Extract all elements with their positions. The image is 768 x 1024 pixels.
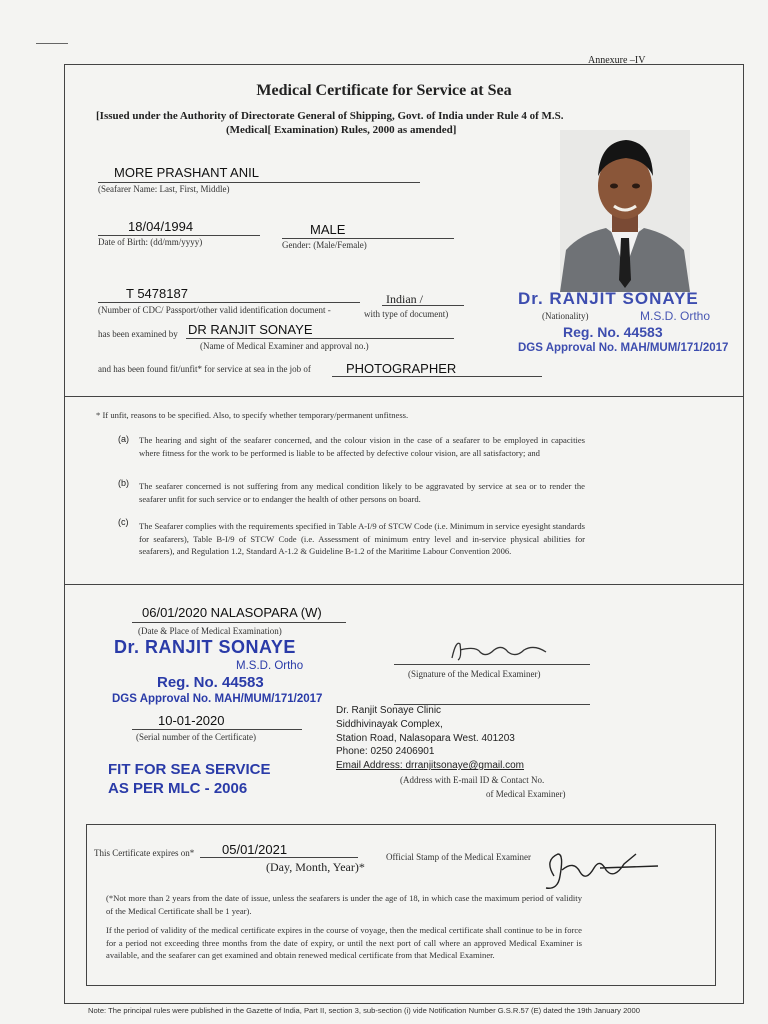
clause-b-marker: (b) xyxy=(118,478,129,488)
exam-date-underline xyxy=(132,622,346,623)
dob-underline xyxy=(98,235,260,236)
clinic-label2: of Medical Examiner) xyxy=(486,789,566,799)
clinic-label1: (Address with E-mail ID & Contact No. xyxy=(400,775,545,785)
stamp-top-reg: Reg. No. 44583 xyxy=(563,324,663,340)
clause-c-marker: (c) xyxy=(118,517,129,527)
clinic-email: Email Address: drranjitsonaye@gmail.com xyxy=(336,760,525,771)
stamp-top-qual: M.S.D. Ortho xyxy=(640,309,711,323)
expiry-prefix: This Certificate expires on* xyxy=(94,848,195,858)
seafarer-name: MORE PRASHANT ANIL xyxy=(114,165,259,180)
examiner-signature xyxy=(446,636,556,671)
gender-label: Gender: (Male/Female) xyxy=(282,240,367,250)
examiner-underline xyxy=(186,338,454,339)
job-underline xyxy=(332,376,542,377)
validity-note: (*Not more than 2 years from the date of issue, unless the seafarers is under the age of 18, in which case the maximum period of validity of the Medical Certificate shall be 1 year). xyxy=(106,893,582,916)
clinic-line3: Station Road, Nalasopara West. 401203 xyxy=(336,733,515,744)
clinic-phone: Phone: 0250 2406901 xyxy=(336,746,435,757)
exam-date-place-label: (Date & Place of Medical Examination) xyxy=(138,626,282,636)
expiry-date: 05/01/2021 xyxy=(222,842,288,857)
stamp-top-dgs: DGS Approval No. MAH/MUM/171/2017 xyxy=(518,342,729,354)
stamp-top-name: Dr. RANJIT SONAYE xyxy=(518,289,699,308)
serial-label: (Serial number of the Certificate) xyxy=(136,732,256,742)
subtitle-line2: (Medical[ Examination) Rules, 2000 as amended] xyxy=(226,124,457,136)
fit-stamp-line2: AS PER MLC - 2006 xyxy=(108,780,248,797)
footer-note: Note: The principal rules were published in the Gazette of India, Part II, section 3, sub-section (i) vide Notification Number G.S.R.57 (E) dated the 19th January 2000 xyxy=(88,1006,640,1015)
document-label: (Number of CDC/ Passport/other valid identification document - xyxy=(98,305,331,315)
signature-underline xyxy=(394,664,590,665)
certificate-title: Medical Certificate for Service at Sea xyxy=(256,82,512,99)
examined-prefix: has been examined by xyxy=(98,329,178,339)
job-value: PHOTOGRAPHER xyxy=(346,361,457,376)
nationality-underline xyxy=(382,305,464,306)
dob-value: 18/04/1994 xyxy=(128,219,194,234)
annexure-label: Annexure –IV xyxy=(588,55,646,66)
unfit-note: * If unfit, reasons to be specified. Also, to specify whether temporary/permanent unfitness. xyxy=(96,410,409,420)
nationality-label: (Nationality) xyxy=(542,311,589,321)
examiner-name: DR RANJIT SONAYE xyxy=(188,322,313,337)
signature-label: (Signature of the Medical Examiner) xyxy=(408,669,541,679)
exam-date-place: 06/01/2020 NALASOPARA (W) xyxy=(142,605,322,620)
divider-2 xyxy=(64,584,744,585)
stamp-mid-name: Dr. RANJIT SONAYE xyxy=(114,637,296,657)
name-label: (Seafarer Name: Last, First, Middle) xyxy=(98,184,230,194)
stamp-mid-reg: Reg. No. 44583 xyxy=(157,674,264,691)
scan-mark xyxy=(36,43,68,44)
fit-stamp-line1: FIT FOR SEA SERVICE xyxy=(108,761,271,778)
divider-1 xyxy=(64,396,744,397)
stamp-mid-qual: M.S.D. Ortho xyxy=(236,660,304,672)
gender-underline xyxy=(282,238,454,239)
document-underline xyxy=(98,302,360,303)
gender-value: MALE xyxy=(310,222,346,237)
clinic-line1: Dr. Ranjit Sonaye Clinic xyxy=(336,705,442,716)
serial-number: 10-01-2020 xyxy=(158,713,225,728)
clinic-line2: Siddhivinayak Complex, xyxy=(336,719,443,730)
dob-label: Date of Birth: (dd/mm/yyyy) xyxy=(98,237,203,247)
clause-a-marker: (a) xyxy=(118,434,129,444)
seafarer-photo xyxy=(560,130,690,292)
document-type-label: with type of document) xyxy=(364,309,449,319)
clause-b-text: The seafarer concerned is not suffering from any medical condition likely to be aggravated by service at sea or to render the seafarer unfit for such service or to endanger the health of other persons on board. xyxy=(139,481,585,504)
name-underline xyxy=(98,182,420,183)
subtitle-line1: [Issued under the Authority of Directorate General of Shipping, Govt. of India under Rule 4 of M.S. xyxy=(96,110,564,122)
serial-underline xyxy=(132,729,302,730)
clause-a-text: The hearing and sight of the seafarer concerned, and the colour vision in the case of a seafarer to be employed in capacities where fitness for the work to be performed is liable to be affected by defective colour vision, are all satisfactory; and xyxy=(139,435,585,458)
fit-prefix: and has been found fit/unfit* for service at sea in the job of xyxy=(98,364,311,374)
document-number: T 5478187 xyxy=(126,286,188,301)
voyage-note: If the period of validity of the medical certificate expires in the course of voyage, then the medical certificate shall continue to be in force for a period not exceeding three months from the date of expiry, or until the next port of call where an approved Medical Examiner is available, and the seafarer can get examined and obtain renewed medical certificate from that Medical Examiner. xyxy=(106,925,582,960)
nationality-value: Indian / xyxy=(386,292,423,306)
stamp-label: Official Stamp of the Medical Examiner xyxy=(386,852,532,862)
examiner-name-label: (Name of Medical Examiner and approval no.) xyxy=(200,341,369,351)
stamp-mid-dgs: DGS Approval No. MAH/MUM/171/2017 xyxy=(112,693,323,705)
clause-c-text: The Seafarer complies with the requirements specified in Table A-I/9 of STCW Code (i.e. Minimum in service eyesight standards for seafarers), Table B-I/9 of STCW Code (i.e. Assessment of minimum entry level and in-service physical abilities for seafarers), and Regulation 1.2, Standard A-1.2 & Guideline B-1.2 of the Maritime Labour Convention 2006. xyxy=(139,521,585,556)
expiry-format: (Day, Month, Year)* xyxy=(266,860,365,874)
expiry-underline xyxy=(200,857,358,858)
